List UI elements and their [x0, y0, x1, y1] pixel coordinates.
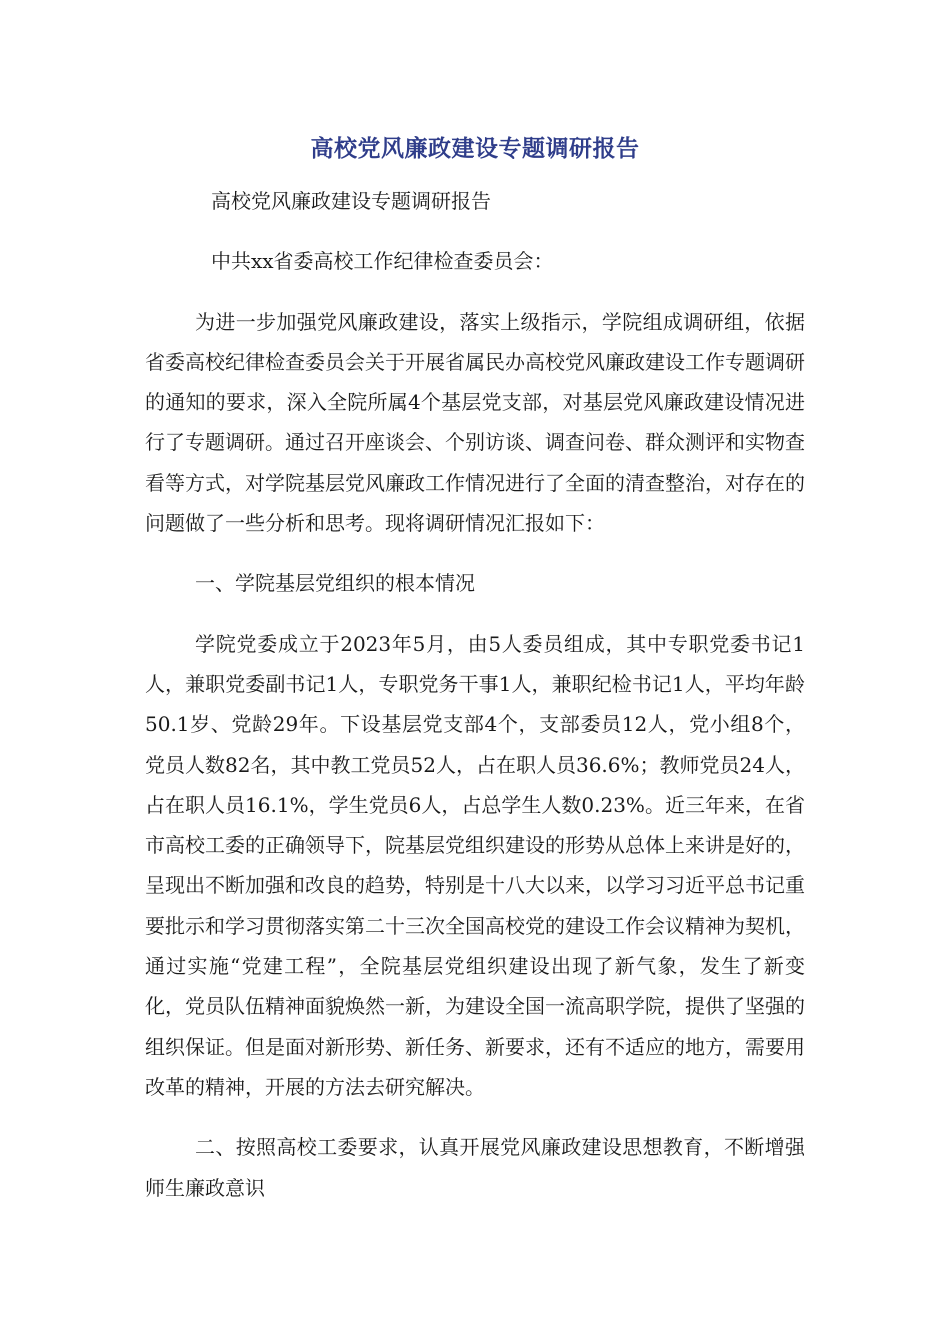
document-body: [145, 181, 805, 1208]
section-1-body: 学院党委成立于2023年5月，由5人委员组成，其中专职党委书记1人，兼职党委副书记1人，专职党务干事1人，兼职纪检书记1人，平均年龄50.1岁、党龄29年。下设基层党支部4个，支部委员12人，党小组8个，党员人数82名，其中教工党员52人，占在职人员36.6%；教师党员24人，占在职人员16.1%，学生党员6人，占总学生人数0.23%。近三年来，在省市高校工委的正确领导下，院基层党组织建设的形势从总体上来讲是好的，呈现出不断加强和改良的趋势，特别是十八大以来，以学习习近平总书记重要批示和学习贯彻落实第二十三次全国高校党的建设工作会议精神为契机，通过实施“党建工程”，全院基层党组织建设出现了新气象，发生了新变化，党员队伍精神面貌焕然一新，为建设全国一流高职学院，提供了坚强的组织保证。但是面对新形势、新任务、新要求，还有不适应的地方，需要用改革的精神，开展的方法去研究解决。: [145, 631, 805, 1099]
document-title: 高校党风廉政建设专题调研报告: [310, 136, 640, 162]
section-heading-1: 一、学院基层党组织的根本情况: [195, 571, 475, 596]
salutation-paragraph: 中共xx省委高校工作纪律检查委员会：: [211, 249, 554, 274]
intro-paragraph: 为进一步加强党风廉政建设，落实上级指示，学院组成调研组，依据省委高校纪律检查委员会关于开展省属民办高校党风廉政建设工作专题调研的通知的要求，深入全院所属4个基层党支部，对基层党风廉政建设情况进行了专题调研。通过召开座谈会、个别访谈、调查问卷、群众测评和实物查看等方式，对学院基层党风廉政工作情况进行了全面的清查整治，对存在的问题做了一些分析和思考。现将调研情况汇报如下：: [145, 309, 805, 536]
subtitle-paragraph: 高校党风廉政建设专题调研报告: [211, 189, 491, 213]
section-heading-2: 二、按照高校工委要求，认真开展党风廉政建设思想教育，不断增强师生廉政意识: [145, 1135, 805, 1200]
